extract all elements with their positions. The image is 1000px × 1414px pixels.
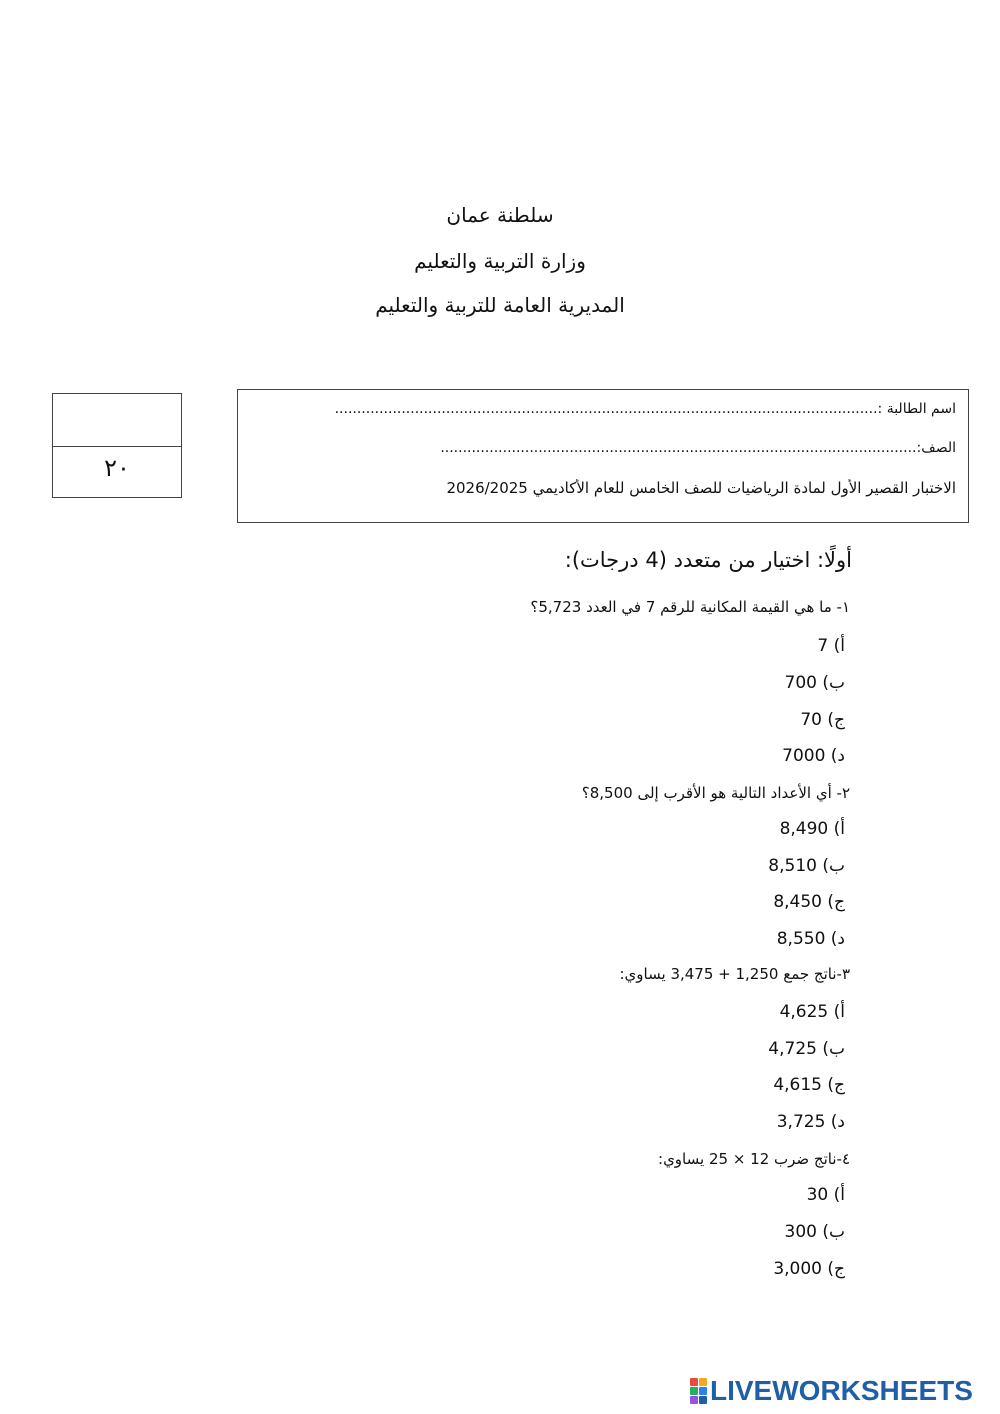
logo-square-2 xyxy=(699,1378,707,1386)
student-name-row xyxy=(335,400,956,418)
logo-square-5 xyxy=(690,1396,698,1404)
question-3: ٣-ناتج جمع 1,250 + 3,475 يساوي: xyxy=(619,965,850,983)
logo-square-4 xyxy=(699,1387,707,1395)
q1-option-b[interactable]: ب) 700 xyxy=(784,673,845,693)
score-total: ٢٠ xyxy=(104,454,130,482)
student-info-box xyxy=(237,389,969,523)
q3-option-b[interactable]: ب) 4,725 xyxy=(768,1039,845,1059)
student-class-row xyxy=(440,439,956,457)
liveworksheets-logo-text: LIVEWORKSHEETS xyxy=(710,1375,973,1406)
exam-title: الاختبار القصير الأول لمادة الرياضيات للصف الخامس للعام الأكاديمي 2026/2025 xyxy=(446,479,956,497)
question-4: ٤-ناتج ضرب 12 × 25 يساوي: xyxy=(658,1150,850,1168)
q1-option-d[interactable]: د) 7000 xyxy=(782,746,845,766)
score-divider xyxy=(53,446,181,447)
q2-option-c[interactable]: ج) 8,450 xyxy=(773,892,845,912)
logo-square-6 xyxy=(699,1396,707,1404)
student-class-field[interactable]: ........................................................................................................... xyxy=(440,440,917,456)
logo-square-3 xyxy=(690,1387,698,1395)
q1-option-c[interactable]: ج) 70 xyxy=(800,710,845,730)
student-name-field[interactable]: .......................................................................................................................... xyxy=(334,401,878,417)
q3-option-c[interactable]: ج) 4,615 xyxy=(773,1075,845,1095)
question-1: ١- ما هي القيمة المكانية للرقم 7 في العدد 5,723؟ xyxy=(530,598,850,616)
header-country: سلطنة عمان xyxy=(446,203,554,227)
q3-option-d[interactable]: د) 3,725 xyxy=(776,1112,845,1132)
q3-option-a[interactable]: أ) 4,625 xyxy=(779,1002,845,1022)
question-2: ٢- أي الأعداد التالية هو الأقرب إلى 8,500؟ xyxy=(581,784,850,802)
q1-option-a[interactable]: أ) 7 xyxy=(817,636,845,656)
liveworksheets-logo xyxy=(690,1376,973,1406)
student-class-label: الصف: xyxy=(916,440,956,456)
q4-option-b[interactable]: ب) 300 xyxy=(784,1222,845,1242)
score-box xyxy=(52,393,182,498)
student-name-label: اسم الطالبة : xyxy=(877,401,956,417)
header-ministry: وزارة التربية والتعليم xyxy=(414,249,586,273)
q4-option-c[interactable]: ج) 3,000 xyxy=(773,1259,845,1279)
q4-option-a[interactable]: أ) 30 xyxy=(806,1185,845,1205)
q2-option-b[interactable]: ب) 8,510 xyxy=(768,856,845,876)
liveworksheets-logo-icon xyxy=(690,1378,707,1404)
q2-option-d[interactable]: د) 8,550 xyxy=(776,929,845,949)
q2-option-a[interactable]: أ) 8,490 xyxy=(779,819,845,839)
logo-square-1 xyxy=(690,1378,698,1386)
section-title: أولًا: اختيار من متعدد (4 درجات): xyxy=(564,548,852,572)
header-directorate: المديرية العامة للتربية والتعليم xyxy=(375,293,625,317)
